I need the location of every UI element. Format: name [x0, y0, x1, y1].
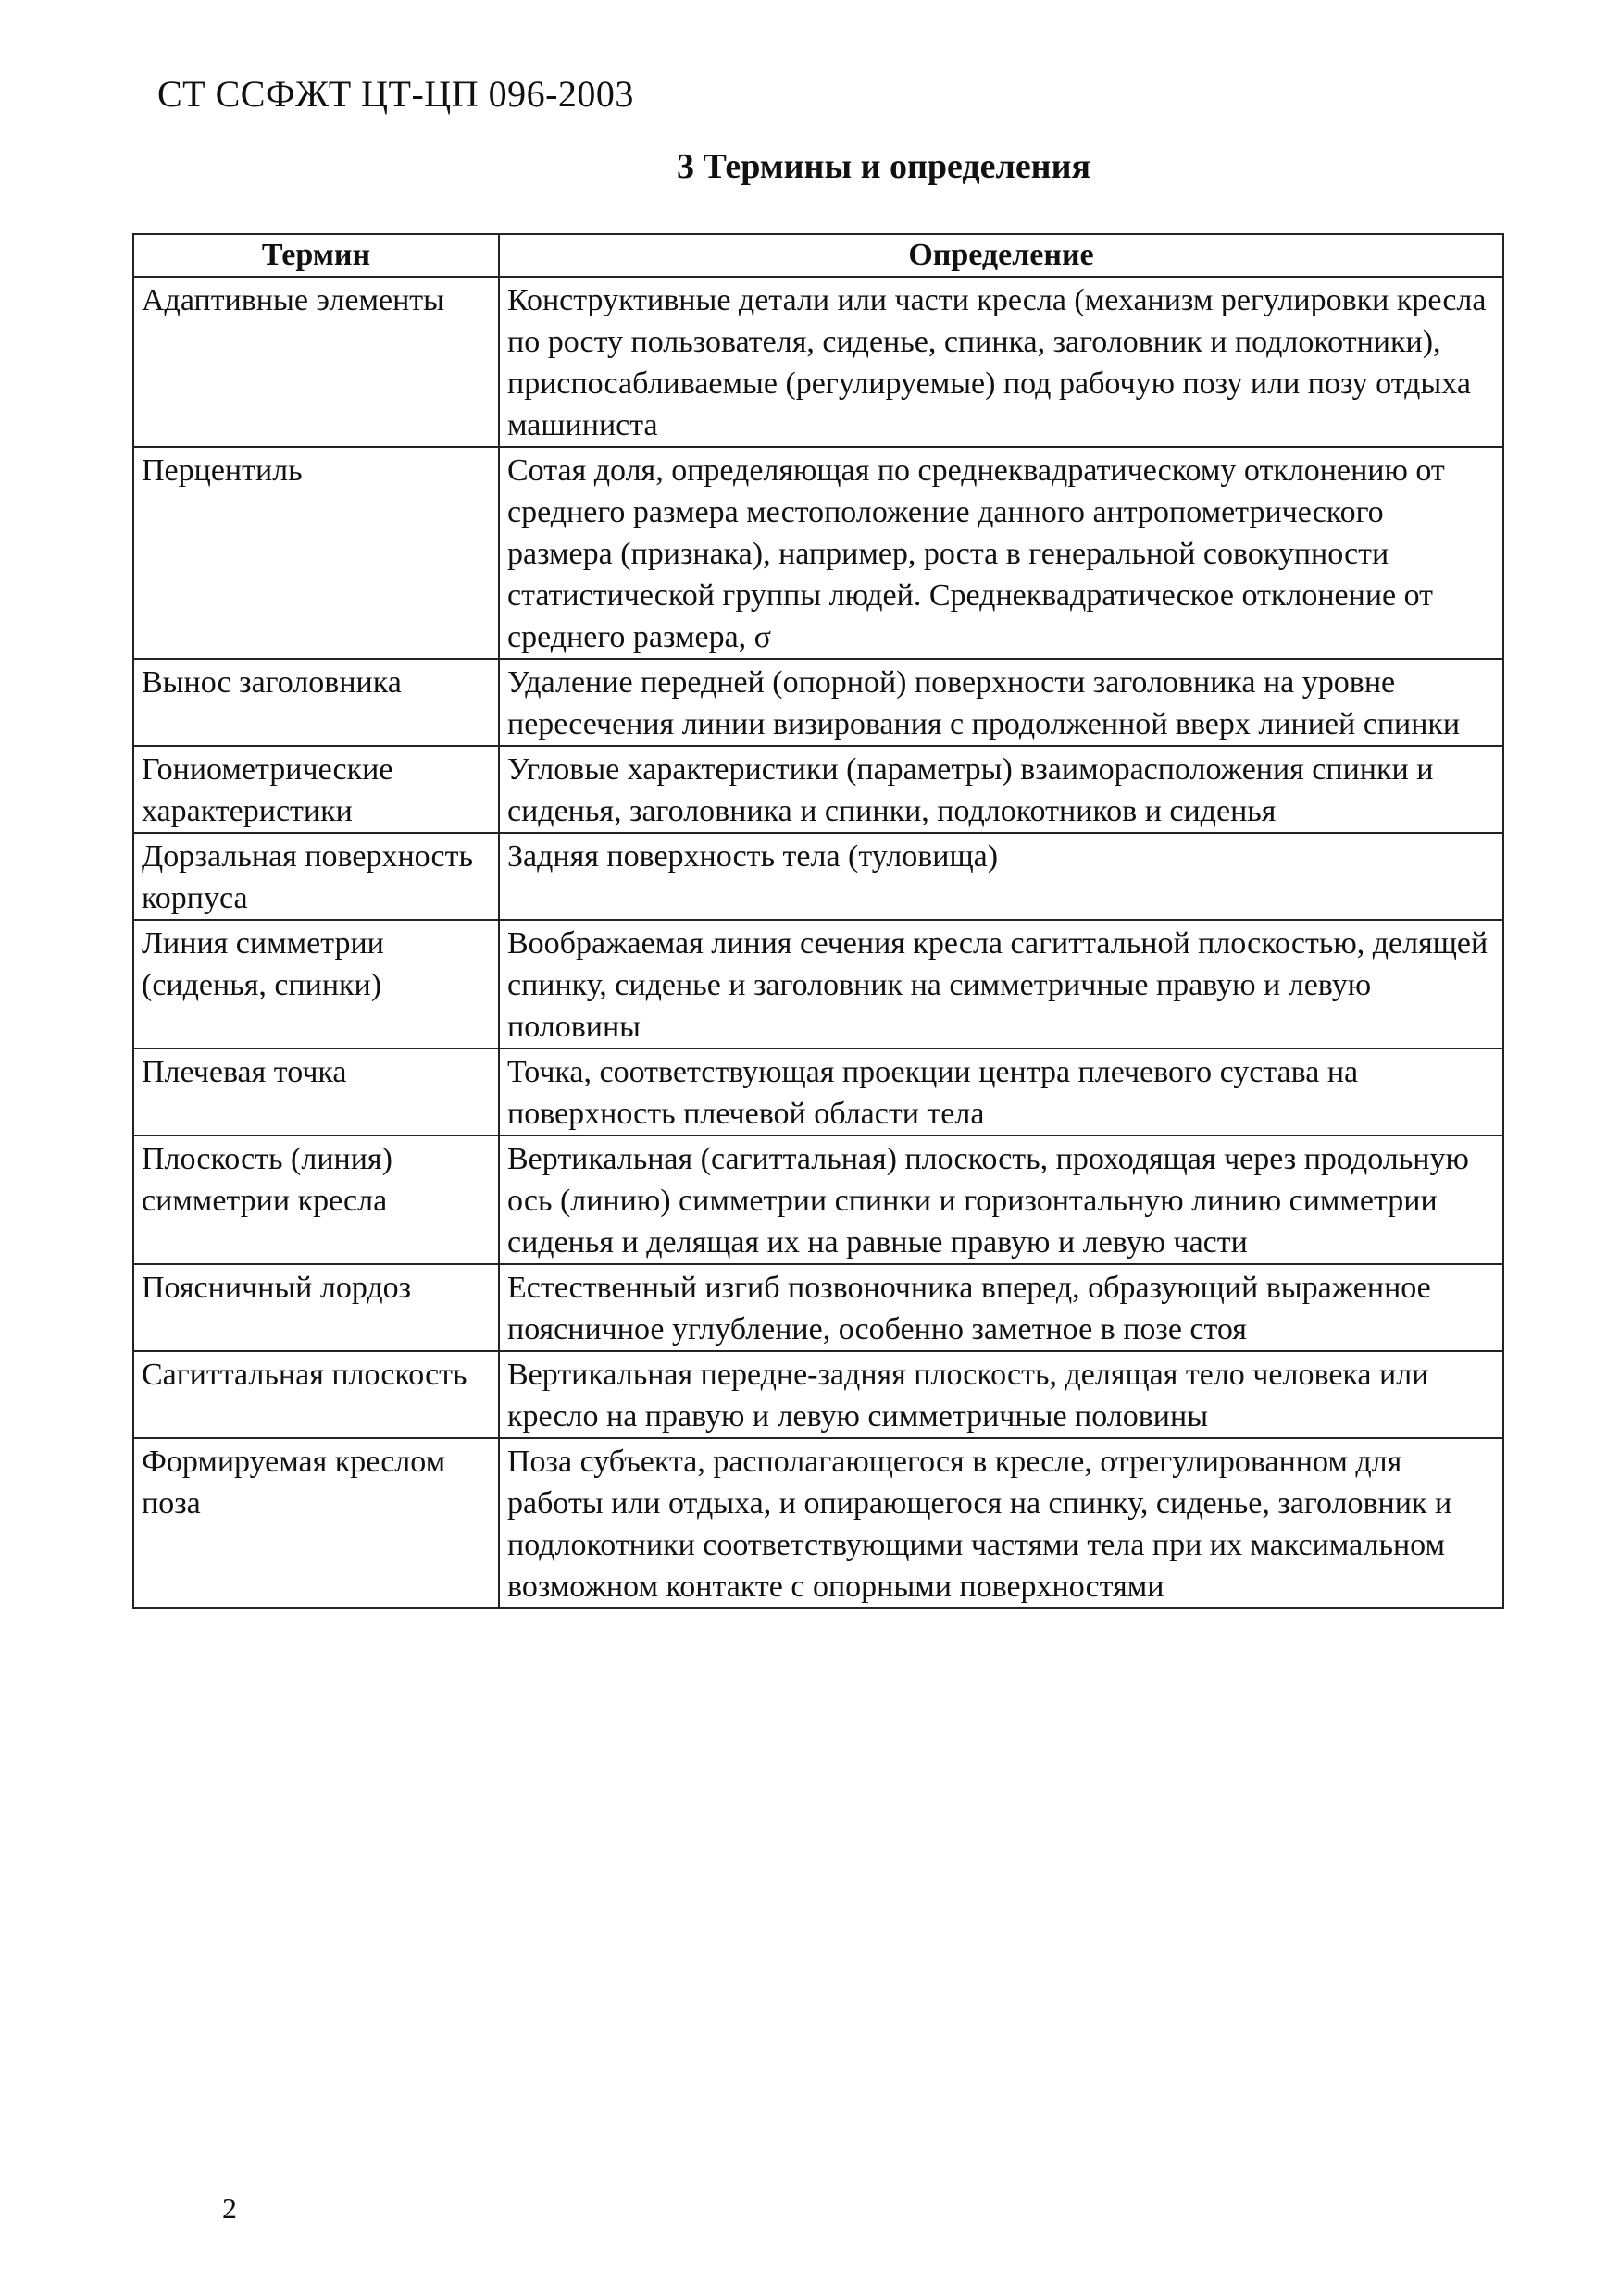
page-number: 2 [222, 2191, 237, 2225]
table-row [133, 833, 1503, 920]
definition-cell: Вертикальная (сагиттальная) плоскость, проходящая через продольную ось (линию) симметрии спинки и горизонтальную линию симметрии сиденья и делящая их на равные правую и левую части [499, 1136, 1503, 1264]
definition-cell: Естественный изгиб позвоночника вперед, образующий выраженное поясничное углубление, особенно заметное в позе стоя [499, 1264, 1503, 1351]
definition-cell: Угловые характеристики (параметры) взаиморасположения спинки и сиденья, заголовника и спинки, подлокотников и сиденья [499, 746, 1503, 833]
term-cell: Плоскость (линия) симметрии кресла [133, 1136, 499, 1264]
term-cell: Перцентиль [133, 447, 499, 659]
table-row [133, 1264, 1503, 1351]
document-code: СТ ССФЖТ ЦТ-ЦП 096-2003 [157, 73, 634, 115]
term-cell: Формируемая креслом поза [133, 1438, 499, 1608]
header-term: Термин [133, 234, 499, 277]
header-definition: Определение [499, 234, 1503, 277]
table-row [133, 1136, 1503, 1264]
section-title: 3 Термины и определения [676, 147, 1091, 186]
table-row [133, 1438, 1503, 1608]
definition-cell: Конструктивные детали или части кресла (механизм регулировки кресла по росту пользователя, сиденье, спинка, заголовник и подлокотники), приспосабливаемые (регулируемые) под рабочую позу или позу отдыха машиниста [499, 277, 1503, 447]
definition-cell: Поза субъекта, располагающегося в кресле, отрегулированном для работы или отдыха, и опирающегося на спинку, сиденье, заголовник и подлокотники соответствующими частями тела при их максимальном возможном контакте с опорными поверхностями [499, 1438, 1503, 1608]
term-cell: Линия симметрии (сиденья, спинки) [133, 920, 499, 1049]
term-cell: Гониометрические характеристики [133, 746, 499, 833]
table-row [133, 447, 1503, 659]
table-row [133, 1049, 1503, 1136]
definition-cell: Удаление передней (опорной) поверхности заголовника на уровне пересечения линии визирования с продолженной вверх линией спинки [499, 659, 1503, 746]
term-cell: Плечевая точка [133, 1049, 499, 1136]
table-row [133, 920, 1503, 1049]
term-cell: Сагиттальная плоскость [133, 1351, 499, 1438]
definition-cell: Вертикальная передне-задняя плоскость, делящая тело человека или кресло на правую и левую симметричные половины [499, 1351, 1503, 1438]
table-row [133, 746, 1503, 833]
terms-table [132, 233, 1504, 1609]
term-cell: Дорзальная поверхность корпуса [133, 833, 499, 920]
definition-cell: Сотая доля, определяющая по среднеквадратическому отклонению от среднего размера местоположение данного антропометрического размера (признака), например, роста в генеральной совокупности статистической группы людей. Среднеквадратическое отклонение от среднего размера, σ [499, 447, 1503, 659]
table-header-row [133, 234, 1503, 277]
definition-cell: Воображаемая линия сечения кресла сагиттальной плоскостью, делящей спинку, сиденье и заголовник на симметричные правую и левую половины [499, 920, 1503, 1049]
table-row [133, 277, 1503, 447]
term-cell: Адаптивные элементы [133, 277, 499, 447]
term-cell: Поясничный лордоз [133, 1264, 499, 1351]
table-row [133, 1351, 1503, 1438]
term-cell: Вынос заголовника [133, 659, 499, 746]
table-row [133, 659, 1503, 746]
definition-cell: Задняя поверхность тела (туловища) [499, 833, 1503, 920]
definition-cell: Точка, соответствующая проекции центра плечевого сустава на поверхность плечевой области тела [499, 1049, 1503, 1136]
